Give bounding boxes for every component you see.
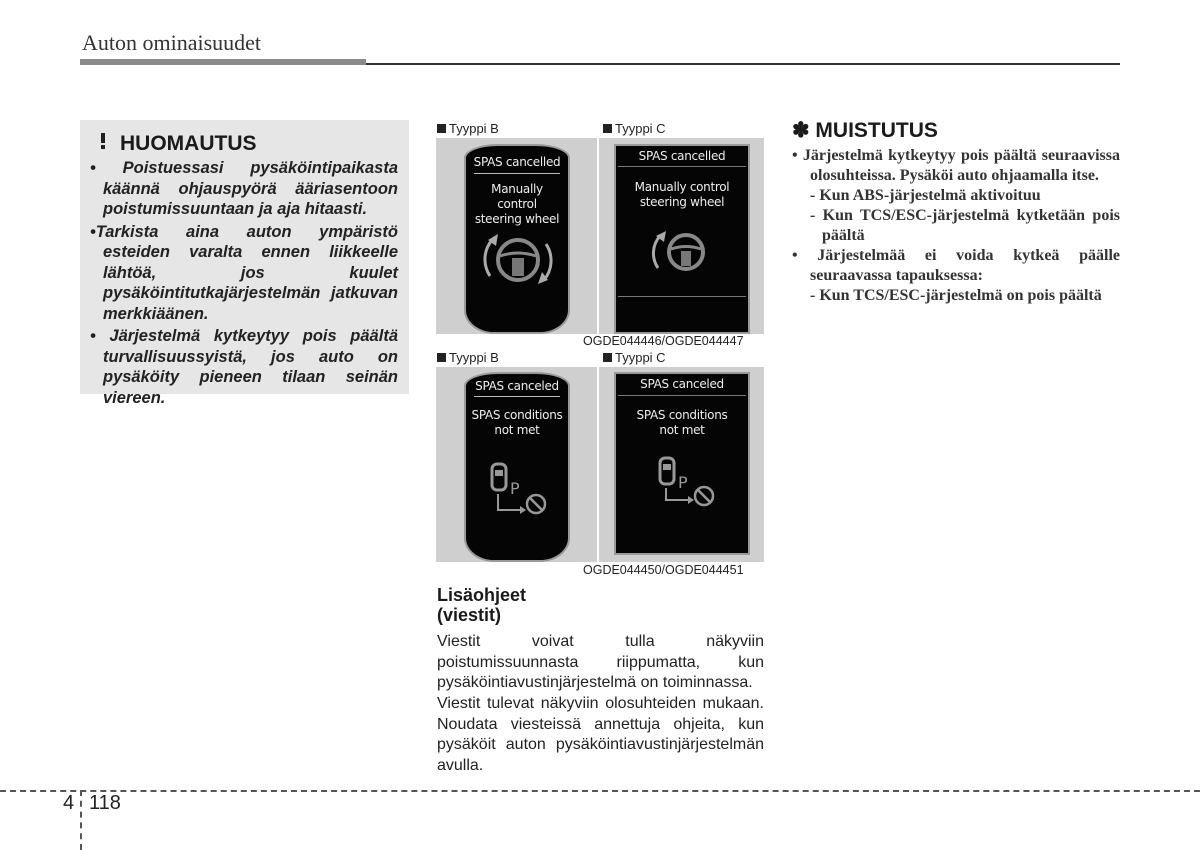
screen-message-line: Manually control (634, 180, 730, 194)
screen-message-line: not met (494, 423, 540, 437)
footer-rule (0, 790, 1200, 792)
memo-list (792, 146, 1120, 306)
screen-title: SPAS canceled (640, 377, 724, 391)
screen-message-line: steering wheel (639, 195, 725, 209)
screen-title-divider (474, 396, 560, 397)
screen-message-line: steering wheel (474, 212, 560, 226)
memo-item: • Järjestelmää ei voida kytkeä päälle seuraavassa tapauksessa: (792, 247, 1120, 284)
screen-message-line: SPAS conditions (636, 408, 728, 422)
screen-message (470, 408, 564, 438)
display-screen-type-c (614, 372, 750, 555)
memo-subitem: - Kun TCS/ESC-järjestelmä kytketään pois päältä (810, 207, 1120, 244)
screen-title-divider (618, 395, 746, 396)
display-screen-type-b (464, 372, 570, 562)
figure-code: OGDE044450/OGDE044451 (583, 563, 744, 577)
panel-divider (597, 367, 599, 562)
screen-title: SPAS canceled (475, 379, 559, 393)
figure-label-type-b (437, 350, 499, 365)
figure-panel-top (436, 138, 764, 334)
memo-subitem: - Kun ABS-järjestelmä aktivoituu (810, 187, 1041, 204)
display-screen-type-b (464, 144, 570, 334)
display-screen-type-c (614, 144, 750, 334)
screen-bottom-divider (618, 296, 746, 297)
screen-message-line: Manually control (491, 182, 543, 211)
page-header-title: Auton ominaisuudet (82, 30, 262, 55)
screen-message (470, 182, 564, 227)
section-heading-line: (viestit) (437, 605, 502, 625)
memo-subitem: - Kun TCS/ESC-järjestelmä on pois päältä (810, 287, 1102, 304)
screen-message-line: not met (659, 423, 705, 437)
section-heading-line: Lisäohjeet (437, 585, 527, 605)
steering-wheel-rotate-icon (480, 226, 556, 290)
header-rule (366, 63, 1120, 65)
section-heading (437, 585, 526, 625)
memo-heading: ✽ MUISTUTUS (792, 119, 938, 142)
screen-title: SPAS cancelled (638, 149, 726, 163)
note-list (90, 158, 398, 410)
header-rule-thick (80, 59, 366, 65)
memo-item: • Järjestelmä kytkeytyy pois päältä seuraavissa olosuhteissa. Pysäköi auto ohjaamalla itse. (792, 147, 1120, 184)
note-heading (98, 132, 257, 156)
note-item: • Poistuessasi pysäköintipaikasta käännä ohjauspyörä ääriasentoon poistumissuuntaan ja aja hitaasti. (90, 159, 398, 218)
figure-panel-bottom (436, 367, 764, 562)
figure-label-text: Tyyppi C (615, 121, 666, 136)
parking-not-available-icon (654, 454, 720, 514)
figure-label-type-c (603, 350, 666, 365)
square-bullet-icon (603, 124, 612, 133)
figure-code: OGDE044446/OGDE044447 (583, 334, 744, 348)
panel-divider (597, 138, 599, 334)
body-paragraph: Viestit voivat tulla näkyviin poistumissuunnasta riippumatta, kun pysäköintiavustinjärjestelmä on toiminnassa. (437, 633, 764, 691)
square-bullet-icon (437, 124, 446, 133)
figure-label-text: Tyyppi B (449, 350, 499, 365)
svg-text:P: P (678, 473, 688, 492)
warning-note-box (80, 120, 409, 407)
note-item: •Tarkista aina auton ympäristö esteiden varalta ennen liikkeelle lähtöä, jos kuulet pysäköintitutkajärjestelmän jatkuvan merkkiäänen. (90, 222, 398, 323)
note-heading-text: HUOMAUTUS (120, 132, 257, 155)
figure-label-type-c (603, 121, 666, 136)
footer-vertical-rule (80, 790, 82, 850)
screen-message (620, 180, 744, 210)
note-item: • Järjestelmä kytkeytyy pois päältä turvallisuussyistä, jos auto on pysäköity pieneen tilaan seinän viereen. (90, 327, 398, 407)
figure-label-type-b (437, 121, 499, 136)
screen-title-divider (474, 173, 560, 174)
figure-label-text: Tyyppi B (449, 121, 499, 136)
parking-not-available-icon (486, 460, 552, 520)
screen-title-divider (618, 166, 746, 167)
square-bullet-icon (437, 353, 446, 362)
screen-message (620, 408, 744, 438)
screen-title: SPAS cancelled (473, 155, 561, 169)
figure-label-text: Tyyppi C (615, 350, 666, 365)
square-bullet-icon (603, 353, 612, 362)
svg-text:P: P (510, 479, 520, 498)
body-paragraph: Viestit tulevat näkyviin olosuhteiden mukaan. Noudata viesteissä annettuja ohjeita, kun pysäköit auton pysäköintiavustinjärjestelmän avulla. (437, 695, 764, 774)
page-number: 118 (89, 792, 121, 814)
section-number: 4 (63, 792, 75, 814)
screen-message-line: SPAS conditions (471, 408, 563, 422)
exclamation-icon (98, 132, 120, 155)
steering-wheel-rotate-icon (648, 224, 718, 280)
